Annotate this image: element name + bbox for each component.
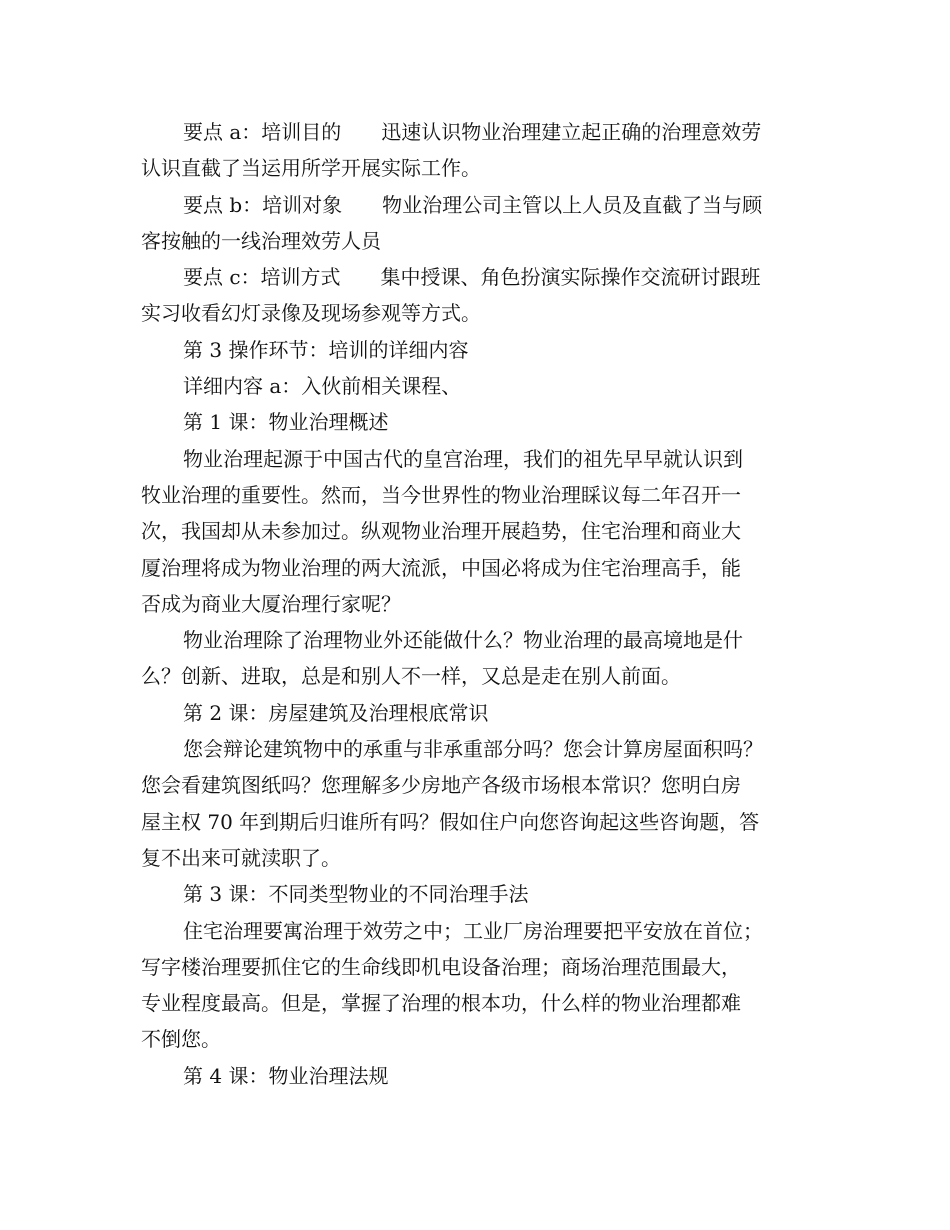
document-body <box>141 114 831 1094</box>
lesson-heading: 第 2 课：房屋建筑及治理根底常识 <box>183 700 489 725</box>
text-line: 物业治理除了治理物业外还能做什么？物业治理的最高境地是什 <box>183 628 743 653</box>
text-line: 写字楼治理要抓住它的生命线即机电设备治理；商场治理范围最大， <box>141 954 741 979</box>
text-line: 复不出来可就渎职了。 <box>141 845 341 870</box>
lesson-heading: 第 1 课：物业治理概述 <box>183 410 389 435</box>
text-line: 您会辩论建筑物中的承重与非承重部分吗？您会计算房屋面积吗？ <box>183 737 763 762</box>
text-line: 不倒您。 <box>141 1027 221 1052</box>
text-line: 客按触的一线治理效劳人员 <box>141 228 381 253</box>
subsection-heading: 详细内容 a：入伙前相关课程、 <box>183 374 462 399</box>
lesson-heading: 第 4 课：物业治理法规 <box>183 1063 389 1088</box>
text-line: 次，我国却从未参加过。纵观物业治理开展趋势，住宅治理和商业大 <box>141 519 741 544</box>
text-line: 要点 b：培训对象 物业治理公司主管以上人员及直截了当与顾 <box>183 192 763 217</box>
text-line: 么？创新、进取，总是和别人不一样，又总是走在别人前面。 <box>141 664 681 689</box>
text-line: 否成为商业大厦治理行家呢？ <box>141 591 401 616</box>
text-line: 专业程度最高。但是，掌握了治理的根本功，什么样的物业治理都难 <box>141 991 741 1016</box>
text-line: 您会看建筑图纸吗？您理解多少房地产各级市场根本常识？您明白房 <box>141 773 741 798</box>
text-line: 屋主权 70 年到期后归谁所有吗？假如住户向您咨询起这些咨询题，答 <box>141 809 760 834</box>
lesson-heading: 第 3 课：不同类型物业的不同治理手法 <box>183 882 529 907</box>
section-heading: 第 3 操作环节：培训的详细内容 <box>183 337 469 362</box>
text-line: 实习收看幻灯录像及现场参观等方式。 <box>141 301 481 326</box>
text-line: 厦治理将成为物业治理的两大流派，中国必将成为住宅治理高手，能 <box>141 555 741 580</box>
text-line: 牧业治理的重要性。然而，当今世界性的物业治理睬议每二年召开一 <box>141 482 741 507</box>
text-line: 要点 c：培训方式 集中授课、角色扮演实际操作交流研讨跟班 <box>183 265 761 290</box>
text-line: 认识直截了当运用所学开展实际工作。 <box>141 156 481 181</box>
text-line: 住宅治理要寓治理于效劳之中；工业厂房治理要把平安放在首位； <box>183 918 763 943</box>
text-line: 物业治理起源于中国古代的皇宫治理，我们的祖先早早就认识到 <box>183 446 743 471</box>
text-line: 要点 a：培训目的 迅速认识物业治理建立起正确的治理意效劳 <box>183 120 762 144</box>
